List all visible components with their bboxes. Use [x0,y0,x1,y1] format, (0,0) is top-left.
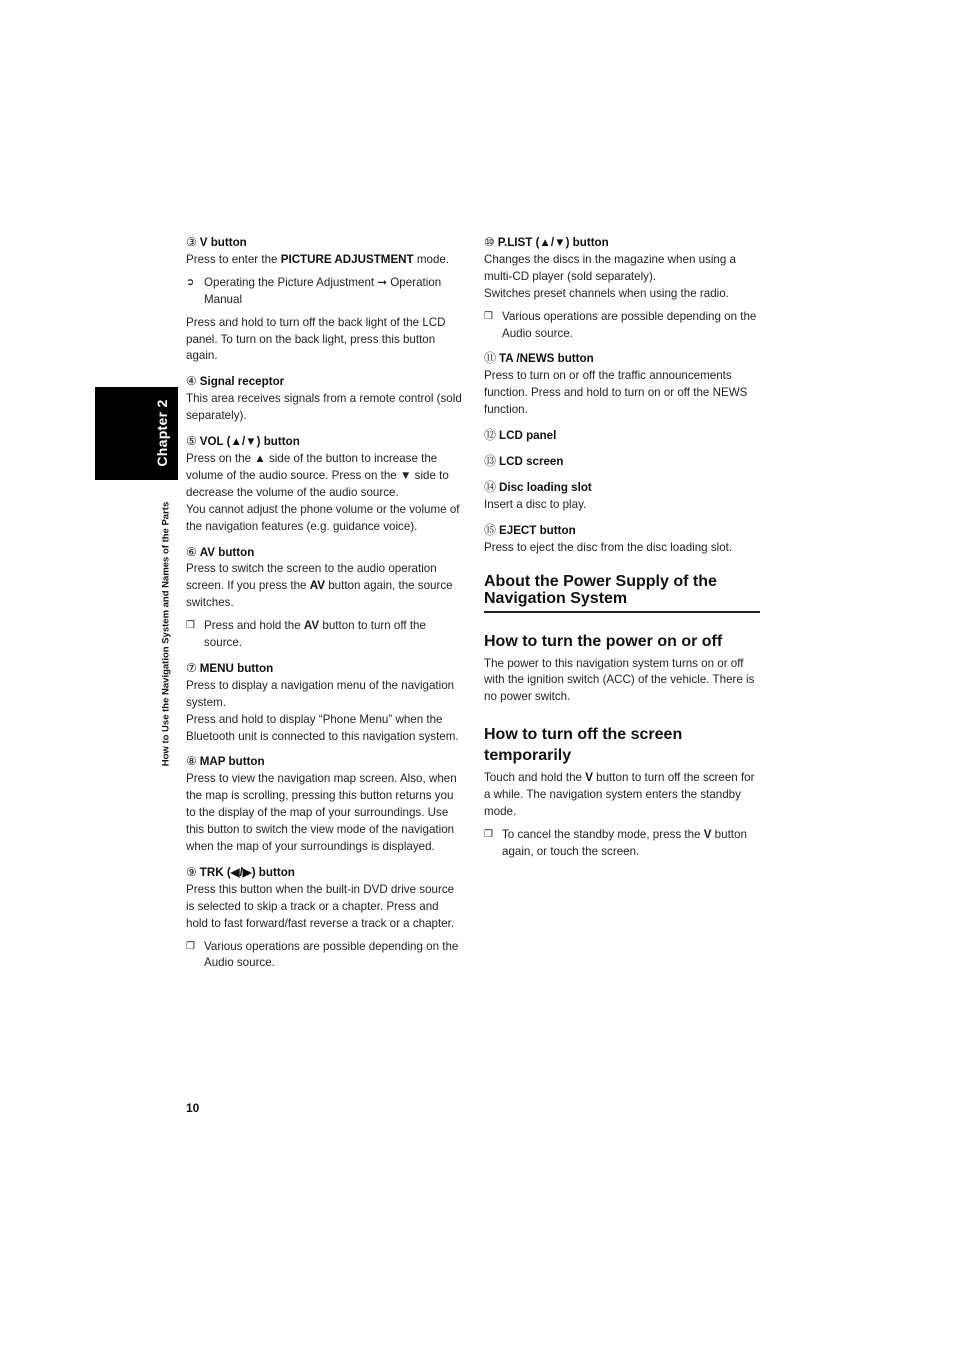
bold-term: AV [309,579,325,593]
note-box-icon: ❒ [484,310,493,322]
screen-off-text: button to turn off the screen for a while. The navigation system enters the standby mode. [484,771,755,819]
note-text: Various operations are possible depending on the Audio source. [502,309,757,340]
bold-term: PICTURE ADJUSTMENT [280,252,414,266]
bold-term: AV [303,619,320,633]
item-number: ⑦ [186,660,197,675]
item-text: This area receives signals from a remote control (sold separately). [186,392,462,423]
item-text: Press to enter the [186,252,281,266]
item-plist-button [484,234,760,342]
item-av-button [186,544,462,652]
section-side-title: How to Use the Navigation System and Names of the Parts [160,501,172,767]
item-text: Press to switch the screen to the audio operation screen. If you press the [186,562,437,593]
item-text: Press to display a navigation menu of the navigation system. [186,678,455,709]
note-box-icon: ❒ [186,940,195,952]
note-text: button to turn off the source. [204,619,426,650]
item-text: Press this button when the built-in DVD drive source is selected to skip a track or a chapter. Press and hold to fast forward/fast reverse a track or a chapter. [186,882,455,930]
note [484,827,760,861]
note [186,939,462,973]
heading-power-on-off: How to turn the power on or off [484,632,723,650]
item-text: Changes the discs in the magazine when using a multi-CD player (sold separately). [484,252,736,283]
reference-arrow-icon: ➲ [186,276,195,288]
screen-off-text: Touch and hold the [484,771,586,785]
item-title: P.LIST (▲/▼) button [497,236,609,249]
reference-text: Operating the Picture Adjustment ➞ Operation Manual [204,275,442,306]
note-box-icon: ❒ [186,620,195,632]
item-text: Switches preset channels when using the radio. [484,286,729,300]
page-number: 10 [186,1101,200,1115]
item-vol-button [186,433,462,535]
item-number: ④ [186,374,197,389]
note-text: Various operations are possible depending on the Audio source. [204,939,459,970]
section-heading-power-supply: About the Power Supply of the Navigation System [484,573,760,613]
item-number: ⑮ [484,522,497,537]
item-ta-news-button [484,350,760,419]
item-v-button [186,234,462,365]
note-text: Press and hold the [204,619,304,633]
item-number: ⑬ [484,453,497,468]
item-number: ⑩ [484,235,495,249]
item-text: Press to turn on or off the traffic announcements function. Press and hold to turn on or off the NEWS function. [484,369,748,417]
item-text: You cannot adjust the phone volume or the volume of the navigation features (e.g. guidance voice). [186,502,460,533]
item-text: Press to view the navigation map screen. Also, when the map is scrolling, pressing this button returns you to the display of the map of your surroundings. Use this button to switch the view mode of the navigation when the map of your surroundings is displayed. [186,772,457,853]
item-title: TRK (◀/▶) button [199,865,295,879]
item-title: LCD panel [499,429,557,443]
item-signal-receptor [186,373,462,425]
item-text: Press on the ▲ side of the button to increase the volume of the audio source. Press on the ▼ side to decrease the volume of the audio source. [186,451,449,499]
item-number: ⑫ [484,428,497,443]
bold-term: V [585,771,593,785]
item-title: V button [199,236,247,249]
heading-screen-off: How to turn off the screen temporarily [484,726,683,765]
item-lcd-panel [484,427,760,445]
chapter-label: Chapter 2 [154,399,170,467]
item-title: EJECT button [499,523,576,537]
item-number: ⑭ [484,479,497,494]
item-title: MENU button [199,661,274,675]
item-title: Disc loading slot [499,480,592,494]
item-number: ⑨ [186,864,197,879]
item-number: ⑧ [186,754,197,769]
note [186,618,462,652]
item-text: mode. [413,252,450,266]
item-trk-button [186,864,462,972]
item-number: ③ [186,235,197,249]
item-lcd-screen [484,453,760,471]
item-title: MAP button [199,755,265,769]
item-title: LCD screen [499,454,564,468]
note-text: To cancel the standby mode, press the [502,827,704,841]
power-on-off-text: The power to this navigation system turns on or off with the ignition switch (ACC) of the vehicle. There is no power switch. [484,656,755,704]
item-title: VOL (▲/▼) button [199,435,300,449]
note-box-icon: ❒ [484,828,493,840]
item-number: ⑥ [186,544,197,559]
right-column [484,234,760,867]
item-text: button again, the source switches. [186,579,453,610]
note-text: button again, or touch the screen. [502,827,747,858]
item-text: Press and hold to display “Phone Menu” when the Bluetooth unit is connected to this navigation system. [186,712,459,743]
item-text: Press and hold to turn off the back light of the LCD panel. To turn on the back light, press this button again. [186,315,446,363]
note [484,309,760,343]
left-column [186,234,462,980]
item-title: TA /NEWS button [499,352,594,366]
item-eject-button [484,522,760,557]
item-text: Press to eject the disc from the disc loading slot. [484,540,733,554]
item-text: Insert a disc to play. [484,497,587,511]
bold-term: V [703,827,712,841]
item-number: ⑤ [186,434,197,449]
item-number: ⑪ [484,351,497,366]
item-map-button [186,753,462,855]
item-title: AV button [199,545,255,559]
item-menu-button [186,660,462,746]
reference-note [186,275,462,309]
item-disc-loading-slot [484,479,760,514]
item-title: Signal receptor [199,375,285,389]
